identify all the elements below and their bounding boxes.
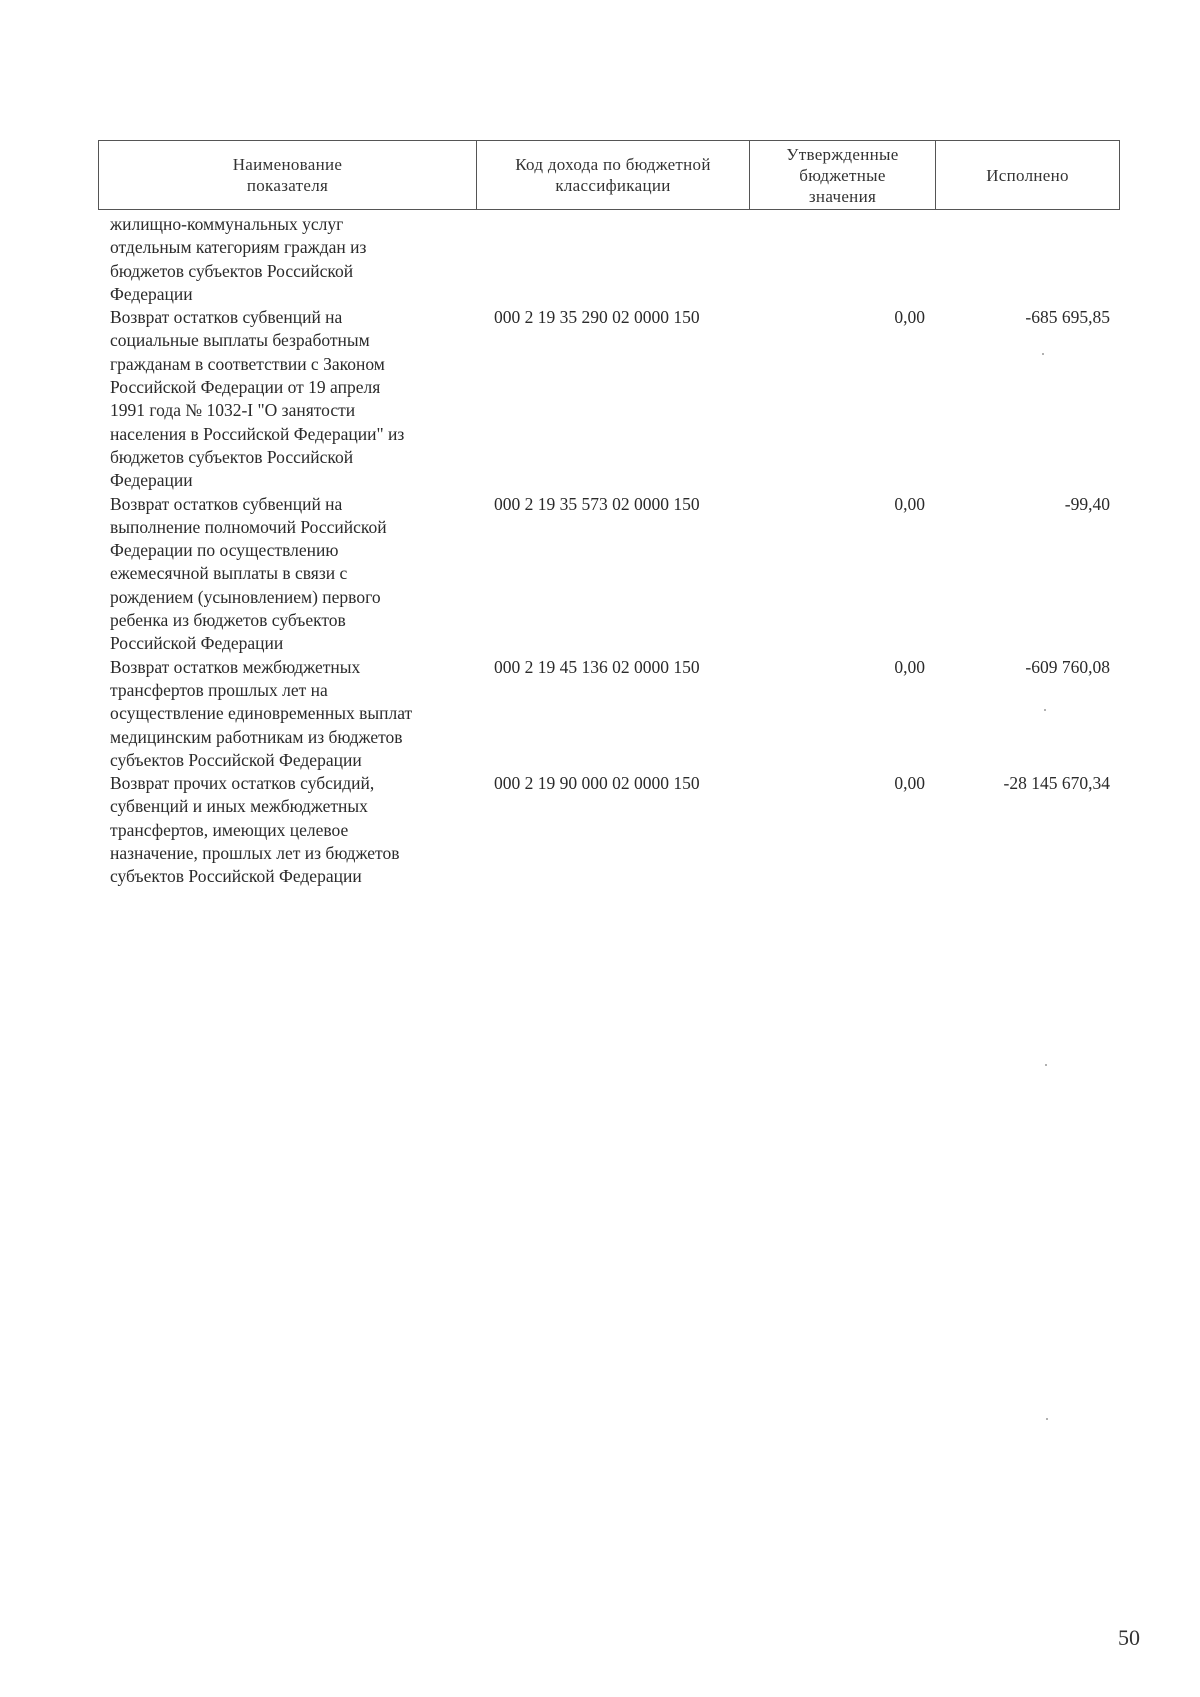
header-code: Код дохода по бюджетной классификации (477, 141, 750, 209)
row-approved: 0,00 (894, 773, 925, 794)
header-name: Наименование показателя (99, 141, 477, 209)
scan-speck (1044, 709, 1046, 711)
table-body (0, 213, 1200, 889)
row-name: Возврат остатков субвенций на выполнение полномочий Российской Федерации по осуществлению ежемесячной выплаты в связи с рождением (усыновлением) первого ребенка из бюджетов субъектов Российской Федерации (110, 493, 387, 654)
row-name: Возврат прочих остатков субсидий, субвенций и иных межбюджетных трансфертов, имеющих целевое назначение, прошлых лет из бюджетов субъектов Российской Федерации (110, 773, 400, 887)
row-code: 000 2 19 35 290 02 0000 150 (494, 307, 700, 328)
row-approved: 0,00 (894, 656, 925, 677)
table-row (0, 772, 1200, 888)
row-code: 000 2 19 35 573 02 0000 150 (494, 493, 700, 514)
scan-speck (1042, 353, 1044, 355)
table-row (0, 656, 1200, 772)
table-row (0, 493, 1200, 656)
row-executed: -99,40 (1064, 493, 1110, 514)
header-executed: Исполнено (986, 165, 1069, 185)
row-code: 000 2 19 90 000 02 0000 150 (494, 773, 700, 794)
row-executed: -28 145 670,34 (1003, 773, 1110, 794)
row-name: Возврат остатков межбюджетных трансфертов прошлых лет на осуществление единовременных выплат медицинским работникам из бюджетов субъектов Российской Федерации (110, 656, 413, 770)
row-name: жилищно-коммунальных услуг отдельным категориям граждан из бюджетов субъектов Российской Федерации (110, 214, 367, 304)
row-executed: -609 760,08 (1025, 656, 1110, 677)
header-approved: Утвержденные бюджетные значения (750, 141, 936, 209)
table-row (0, 213, 1200, 306)
page-number: 50 (1118, 1625, 1140, 1650)
scan-speck (1045, 1064, 1047, 1066)
row-code: 000 2 19 45 136 02 0000 150 (494, 656, 700, 677)
table-header (98, 140, 1120, 210)
table-row (0, 306, 1200, 492)
row-executed: -685 695,85 (1025, 307, 1110, 328)
row-name: Возврат остатков субвенций на социальные выплаты безработным гражданам в соответствии с Законом Российской Федерации от 19 апреля 1991 года № 1032-I "О занятости населения в Российской Федерации" из бюджетов субъектов Российской Федерации (110, 307, 405, 491)
row-approved: 0,00 (894, 307, 925, 328)
row-approved: 0,00 (894, 493, 925, 514)
scan-speck (1046, 1418, 1048, 1420)
